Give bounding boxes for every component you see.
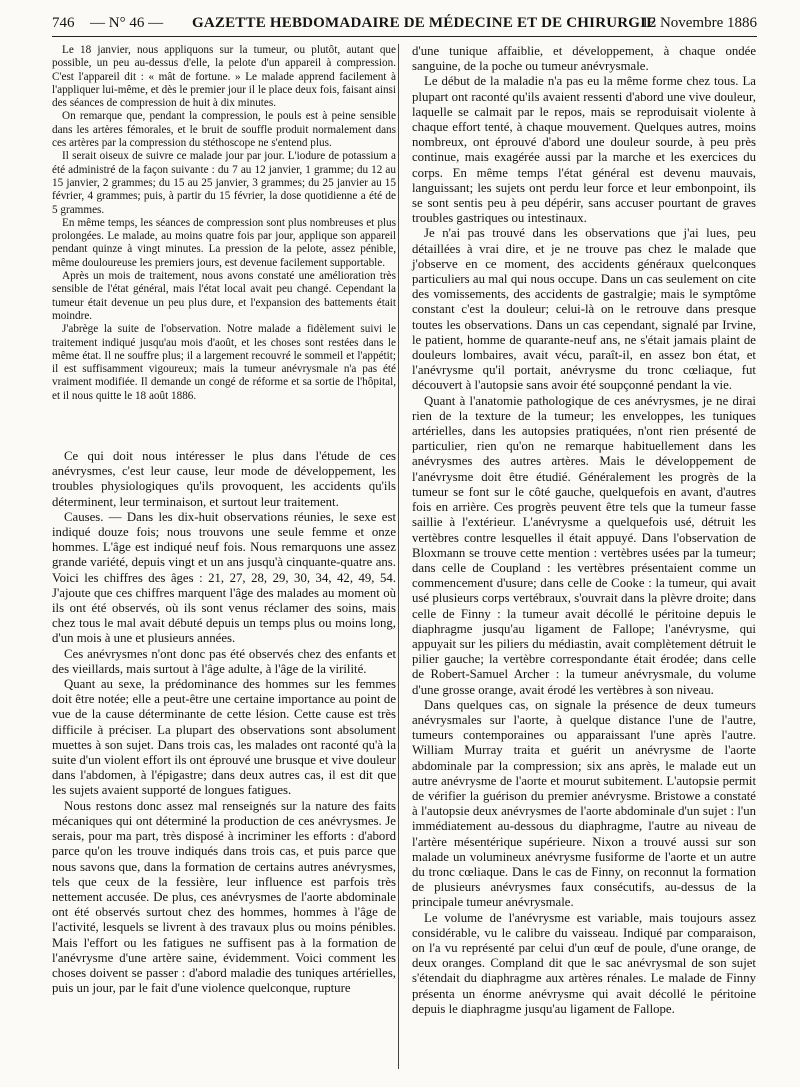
paragraph: Le 18 janvier, nous appliquons sur la tumeur, ou plutôt, autant que possible, un peu au-dessus d'elle, la pelote d'un appareil à compression. C'est l'appareil dit : « mât de fortune. » Le malade apprend facilement à l'appliquer lui-même, et dès le premier jour il le place deux fois, faisant ainsi des séances de compression de huit à dix minutes.: [52, 44, 396, 110]
paragraph: Causes. — Dans les dix-huit observations réunies, le sexe est indiqué douze fois; nous trouvons une seule femme et onze hommes. L'âge est indiqué neuf fois. Nous remarquons une assez grande variété, depuis vingt et un ans jusqu'à cinquante-quatre ans. Voici les chiffres des âges : 21, 27, 28, 29, 30, 34, 42, 49, 54. J'ajoute que ces chiffres marquent l'âge des malades au moment où ils ont été observés, où ils sont venus réclamer des soins, mais chez tous le mal avait débuté depuis un temps plus ou moins long, d'un mois à une et plusieurs années.: [52, 509, 396, 646]
left-column: [52, 44, 396, 996]
issue-number: — N° 46 —: [90, 15, 164, 31]
column-divider: [398, 44, 399, 1069]
paragraph: Nous restons donc assez mal renseignés sur la nature des faits mécaniques qui ont déterminé la production de ces anévrysmes. Je serais, pour ma part, très disposé à incriminer les efforts : d'abord parce qu'on les trouve indiqués dans trois cas, et puis parce que nous savons que, dans la formation de certains autres anévrysmes, tels que ceux de la fessière, leur influence est parfois très nettement accusée. De plus, ces anévrysmes de l'aorte abdominale ont été observés surtout chez des hommes, hommes à l'âge de l'activité, lesquels se livrent à des travaux plus ou moins pénibles. Mais l'effort ou les fatigues ne suffisent pas à la formation de l'anévrysme d'une artère saine, évidemment. Voici comment les choses doivent se passer : d'abord maladie des tuniques artérielles, puis un jour, par le fait d'une violence quelconque, rupture: [52, 798, 396, 996]
paragraph: Le volume de l'anévrysme est variable, mais toujours assez considérable, vu le calibre du vaisseau. Indiqué par comparaison, on l'a vu représenté par celui d'un œuf de poule, d'une orange, de deux oranges. Compland dit que le sac anévrysmal de son sujet s'étendait du diaphragme aux artères rénales. Le malade de Finny présenta un énorme anévrysme qui avait décollé le péritoine depuis le diaphragme jusqu'au ligament de Fallope.: [412, 910, 756, 1016]
paragraph: Dans quelques cas, on signale la présence de deux tumeurs anévrysmales sur l'aorte, à quelque distance l'une de l'autre, tumeurs contemporaines ou apparaissant l'une après l'autre. William Murray traita et guérit un anévrysme de l'aorte abdominale par la compression; six ans après, le malade eut un autre anévrysme de l'aorte et mourut subitement. L'autopsie permit de vérifier la guérison du premier anévrysme. Bristowe a constaté à l'autopsie deux anévrysmes de l'aorte abdominale d'un sujet : l'un immédiatement au-dessous du diaphragme, l'autre au niveau de l'artère mésentérique supérieure. Nixon a trouvé aussi sur son malade un volumineux anévrysme fusiforme de l'aorte et un autre du tronc cœliaque. Dans le cas de Finny, on reconnut la formation de plusieurs anévrysmes faux consécutifs, au-dessus de la principale tumeur anévrysmale.: [412, 697, 756, 910]
page-number: 746: [52, 15, 75, 31]
paragraph: Quant à l'anatomie pathologique de ces anévrysmes, je ne dirai rien de la texture de la tumeur; les enveloppes, les tuniques artérielles, dans les autopsies pratiquées, n'ont rien présenté de particulier, rien qu'on ne remarque habituellement dans les anévrysmes des autres artères. Mais le développement de l'anévrysme doit être étudié. Généralement les progrès de la tumeur se font sur le côté gauche, quelquefois en avant, d'autres fois en arrière. Ces progrès peuvent être tels que la tumeur fasse saillie à l'extérieur. L'anévrysme a quelquefois usé, détruit les vertèbres contre lesquelles il était appuyé. Dans l'observation de Bloxmann se trouve cette mention : vertèbres usées par la tumeur; dans celle de Coupland : les vertèbres présentaient comme un commencement d'usure; dans celle de Cooke : la tumeur, qui avait usé plusieurs corps vertébraux, s'ouvrait dans la plèvre droite; dans celle de Finny : la tumeur avait décollé le péritoine depuis le diaphragme jusqu'au ligament de Fallope; l'anévrysme, qui appuyait sur les piliers du médiastin, avait complètement détruit le pilier gauche; la vertèbre correspondante était érodée; dans celle de Robert-Samuel Archer : la tumeur anévrysmale, du volume d'une grosse orange, avait érodé les vertèbres à son niveau.: [412, 393, 756, 697]
page-header: [52, 12, 757, 37]
paragraph: Quant au sexe, la prédominance des hommes sur les femmes doit être notée; elle a peut-être une certaine importance au point de vue de la cause déterminante de cette lésion. Cette cause est très difficile à préciser. La plupart des observations sont absolument muettes à son sujet. Dans trois cas, les malades ont raconté qu'à la suite d'un violent effort ils ont éprouvé une brusque et vive douleur dans l'abdomen, à l'épigastre; dans deux autres cas, il est dit que les sujets avaient supporté de longues fatigues.: [52, 677, 396, 798]
paragraph: Le début de la maladie n'a pas eu la même forme chez tous. La plupart ont raconté qu'ils avaient ressenti d'abord une vive douleur, laquelle se calmait par le repos, mais se reproduisait violente à chaque effort tenté, à chaque mouvement. Quelques autres, moins nombreux, ont éprouvé d'abord une douleur sourde, à peu près continue, mais exagérée aussi par la marche et les exercices du corps. En même temps l'état général est devenu mauvais, languissant; les sujets ont perdu leur force et leur embonpoint, ils se sont sentis peu à peu dépérir, sans accuser pourtant de graves troubles gastriques ou intestinaux.: [412, 74, 756, 226]
paragraph: Je n'ai pas trouvé dans les observations que j'ai lues, peu détaillées à vrai dire, et je ne trouve pas chez le malade que j'observe en ce moment, des accidents généraux quelconques particuliers au mal qui nous occupe. Dans un cas seulement on cite des vomissements, des accidents de gastralgie; mais le symptôme constant c'est la douleur; celui-là on le retrouve dans presque toutes les observations. Dans un cas cependant, signalé par Irvine, le patient, homme de quarante-neuf ans, ne s'était jamais plaint de douleurs lombaires, avait vécu, paraît-il, en assez bon état, et l'anévrysme qu'il portait, anévrysme du tronc cœliaque, fut découvert à l'autopsie sans avoir été soupçonné pendant la vie.: [412, 226, 756, 393]
paragraph: Après un mois de traitement, nous avons constaté une amélioration très sensible de l'état général, mais l'état local avait peu changé. Cependant la tumeur était devenue un peu plus dure, et l'expansion des battements était moindre.: [52, 270, 396, 322]
paragraph: Il serait oiseux de suivre ce malade jour par jour. L'iodure de potassium a été administré de la façon suivante : du 7 au 12 janvier, 1 gramme; du 12 au 15 janvier, 2 grammes; du 15 au 25 janvier, 3 grammes; du 25 janvier au 15 février, 4 grammes; puis, à partir du 15 février, la dose quotidienne a été de 5 grammes.: [52, 150, 396, 216]
observation-section: [52, 44, 396, 403]
discussion-section: [52, 449, 396, 996]
section-gap: [52, 403, 396, 449]
paragraph: Ces anévrysmes n'ont donc pas été observés chez des enfants et des vieillards, mais surtout à l'âge adulte, à l'âge de la virilité.: [52, 646, 396, 676]
paragraph: Ce qui doit nous intéresser le plus dans l'étude de ces anévrysmes, c'est leur cause, leur mode de développement, les troubles physiologiques qu'ils provoquent, les accidents qu'ils déterminent, leur terminaison, et surtout leur traitement.: [52, 449, 396, 509]
issue-date: 12 Novembre 1886: [641, 15, 757, 31]
paragraph: d'une tunique affaiblie, et développement, à chaque ondée sanguine, de la poche ou tumeur anévrysmale.: [412, 44, 756, 74]
right-column: [412, 44, 756, 1017]
journal-title: GAZETTE HEBDOMADAIRE DE MÉDECINE ET DE CHIRURGIE: [192, 15, 657, 31]
paragraph: En même temps, les séances de compression sont plus nombreuses et plus prolongées. Le malade, au moins quatre fois par jour, applique son appareil pendant quinze à vingt minutes. La pression de la pelote, assez pénible, même douloureuse les premiers jours, est devenue facilement supportable.: [52, 216, 396, 269]
paragraph: J'abrège la suite de l'observation. Notre malade a fidèlement suivi le traitement indiqué jusqu'au mois d'août, et les choses sont restées dans le même état. Il ne souffre plus; il a largement recouvré le sommeil et l'appétit; il est suffisamment vigoureux; mais la tumeur anévrysmale n'a pas été vraiment modifiée. Il demande un congé de réforme et sa sortie de l'hôpital, et il nous quitte le 18 août 1886.: [52, 323, 396, 402]
paragraph: On remarque que, pendant la compression, le pouls est à peine sensible dans les artères fémorales, et le bruit de souffle produit normalement dans ces artères par la compression du stéthoscope ne s'entend plus.: [52, 110, 396, 150]
